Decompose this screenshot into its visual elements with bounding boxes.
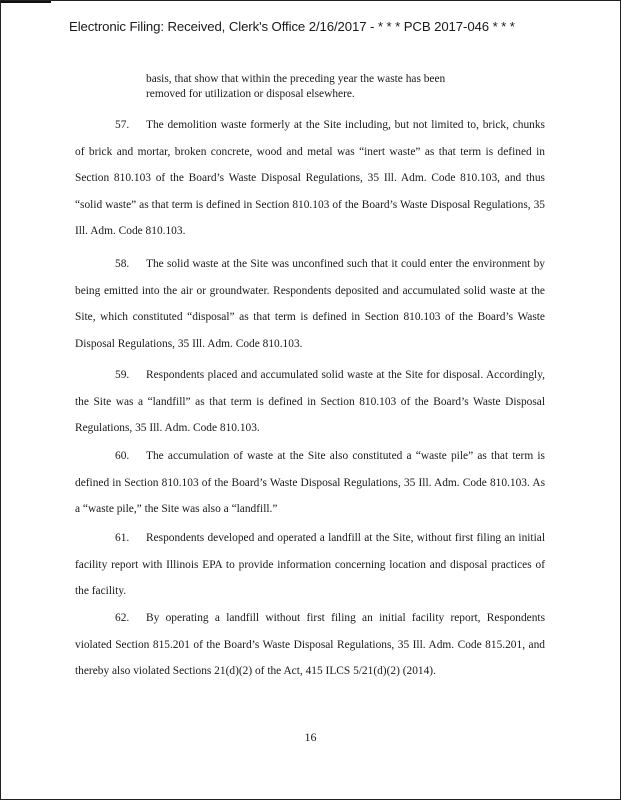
paragraph-text: The demolition waste formerly at the Site including, but not limited to, brick, chunks of brick and mortar, broken concrete, wood and metal was “inert waste” as that term is defined in Section 810.103 of the Board’s Waste Disposal Regulations, 35 Ill. Adm. Code 810.103, and thus “solid waste” as that term is defined in Section 810.103 of the Board’s Waste Disposal Regulations, 35 Ill. Adm. Code 810.103. xyxy=(75,119,545,237)
quote-line-2: removed for utilization or disposal elsewhere. xyxy=(146,88,355,100)
paragraph-62 xyxy=(75,605,545,685)
paragraph-number: 62. xyxy=(115,612,130,624)
paragraph-number: 61. xyxy=(115,532,130,544)
paragraph-58 xyxy=(75,251,545,357)
paragraph-number: 58. xyxy=(115,258,130,270)
filing-stamp-header: Electronic Filing: Received, Clerk's Office 2/16/2017 - * * * PCB 2017-046 * * * xyxy=(69,19,515,34)
paragraph-57 xyxy=(75,112,545,245)
paragraph-60 xyxy=(75,443,545,523)
paragraph-text: The solid waste at the Site was unconfined such that it could enter the environment by being emitted into the air or groundwater. Respondents deposited and accumulated solid waste at the Site, which constituted “disposal” as that term is defined in Section 810.103 of the Board’s Waste Disposal Regulations, 35 Ill. Adm. Code 810.103. xyxy=(75,258,545,350)
paragraph-text: By operating a landfill without first filing an initial facility report, Respondents violated Section 815.201 of the Board’s Waste Disposal Regulations, 35 Ill. Adm. Code 815.201, and thereby also violated Sections 21(d)(2) of the Act, 415 ILCS 5/21(d)(2) (2014). xyxy=(75,612,545,677)
paragraph-61 xyxy=(75,525,545,605)
paragraph-text: Respondents placed and accumulated solid waste at the Site for disposal. Accordingly, the Site was a “landfill” as that term is defined in Section 810.103 of the Board’s Waste Disposal Regulations, 35 Ill. Adm. Code 810.103. xyxy=(75,369,545,434)
paragraph-text: The accumulation of waste at the Site also constituted a “waste pile” as that term is defined in Section 810.103 of the Board’s Waste Disposal Regulations, 35 Ill. Adm. Code 810.103. As a “waste pile,” the Site was also a “landfill.” xyxy=(75,450,545,515)
block-quote xyxy=(146,72,506,102)
page-number: 16 xyxy=(304,730,317,744)
paragraph-number: 57. xyxy=(115,119,130,131)
paragraph-59 xyxy=(75,362,545,442)
top-rule xyxy=(1,1,51,3)
quote-line-1: basis, that show that within the preceding year the waste has been xyxy=(146,73,446,85)
paragraph-number: 59. xyxy=(115,369,130,381)
paragraph-number: 60. xyxy=(115,450,130,462)
paragraph-text: Respondents developed and operated a landfill at the Site, without first filing an initial facility report with Illinois EPA to provide information concerning location and disposal practices of the facility. xyxy=(75,532,545,597)
